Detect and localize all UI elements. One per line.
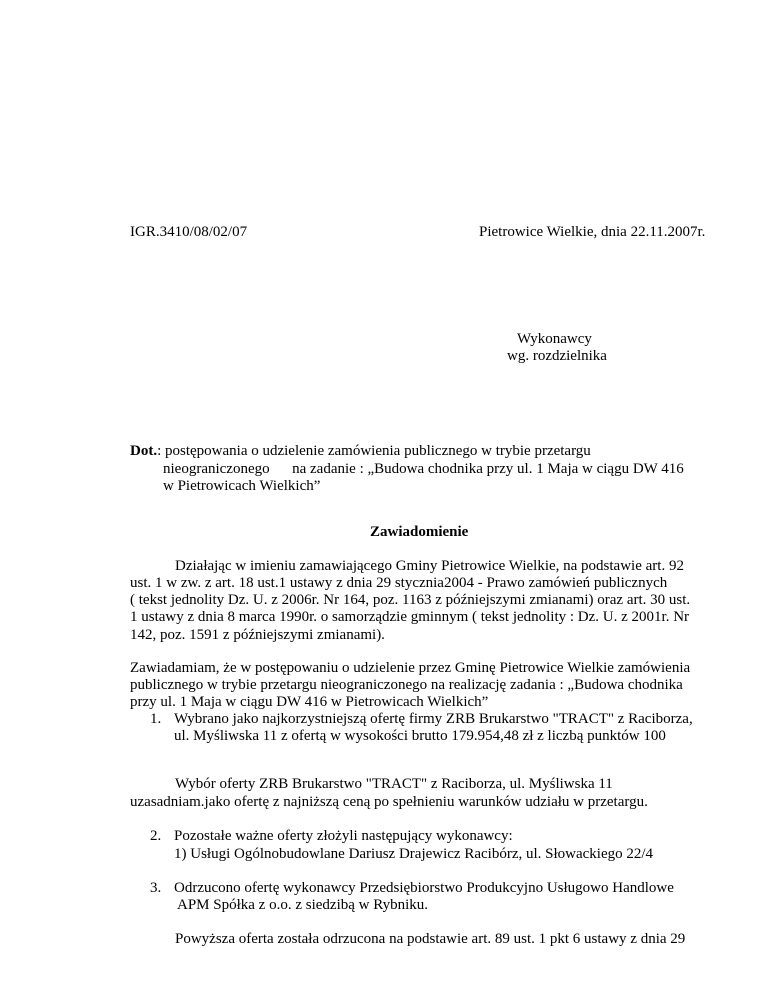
recipient-line-2: wg. rozdzielnika [507,348,607,364]
subject-line-1 [130,442,591,461]
place-and-date: Pietrowice Wielkie, dnia 22.11.2007r. [479,224,706,240]
list-item-3-line-2: APM Spółka z o.o. z siedzibą w Rybniku. [177,897,429,913]
recipient-line-1: Wykonawcy [517,331,592,347]
list-item-3-line-1: Odrzucono ofertę wykonawcy Przedsiębiorstwo Produkcyjno Usługowo Handlowe [174,880,674,896]
subject-text: : postępowania o udzielenie zamówienia publicznego w trybie przetargu [157,443,591,459]
closing-line-1: Powyższa oferta została odrzucona na podstawie art. 89 ust. 1 pkt 6 ustawy z dnia 29 [175,931,686,947]
list-item-1-line-1: Wybrano jako najkorzystniejszą ofertę firmy ZRB Brukarstwo "TRACT" z Raciborza, [174,711,693,727]
list-item-2-number: 2. [150,828,162,844]
paragraph1-line-2: ust. 1 w zw. z art. 18 ust.1 ustawy z dnia 29 stycznia2004 - Prawo zamówień publicznych [130,575,668,591]
paragraph1-line-1: Działając w imieniu zamawiającego Gminy Pietrowice Wielkie, na podstawie art. 92 [175,558,684,574]
list-item-2-line-1: Pozostałe ważne oferty złożyli następujący wykonawcy: [174,828,513,844]
paragraph2-line-2: publicznego w trybie przetargu nieograniczonego na realizację zadania : „Budowa chodnika [130,677,683,693]
subject-line-3: w Pietrowicach Wielkich” [163,478,321,494]
paragraph1-line-4: 1 ustawy z dnia 8 marca 1990r. o samorządzie gminnym ( tekst jednolity : Dz. U. z 2001r. Nr [130,609,690,625]
list-item-3-number: 3. [150,880,162,896]
subject-line-2: nieograniczonego na zadanie : „Budowa chodnika przy ul. 1 Maja w ciągu DW 416 [163,461,684,477]
list-item-2-line-2: 1) Usługi Ogólnobudowlane Dariusz Drajewicz Racibórz, ul. Słowackiego 22/4 [174,846,654,862]
subject-label: Dot. [130,443,158,459]
list-item-1-number: 1. [150,711,162,727]
justification-line-1: Wybór oferty ZRB Brukarstwo "TRACT" z Raciborza, ul. Myśliwska 11 [175,776,613,792]
paragraph2-line-3: przy ul. 1 Maja w ciągu DW 416 w Pietrowicach Wielkich” [130,694,489,710]
paragraph1-line-5: 142, poz. 1591 z późniejszymi zmianami). [130,627,385,643]
paragraph2-line-1: Zawiadamiam, że w postępowaniu o udzielenie przez Gminę Pietrowice Wielkie zamówienia [130,660,691,676]
justification-line-2: uzasadniam.jako ofertę z najniższą ceną po spełnieniu warunków udziału w przetargu. [130,794,648,810]
list-item-1-line-2: ul. Myśliwska 11 z ofertą w wysokości brutto 179.954,48 zł z liczbą punktów 100 [174,728,666,744]
document-title: Zawiadomienie [370,524,469,540]
reference-number: IGR.3410/08/02/07 [130,224,248,240]
paragraph1-line-3: ( tekst jednolity Dz. U. z 2006r. Nr 164, poz. 1163 z późniejszymi zmianami) oraz art. 30 ust. [130,592,691,608]
